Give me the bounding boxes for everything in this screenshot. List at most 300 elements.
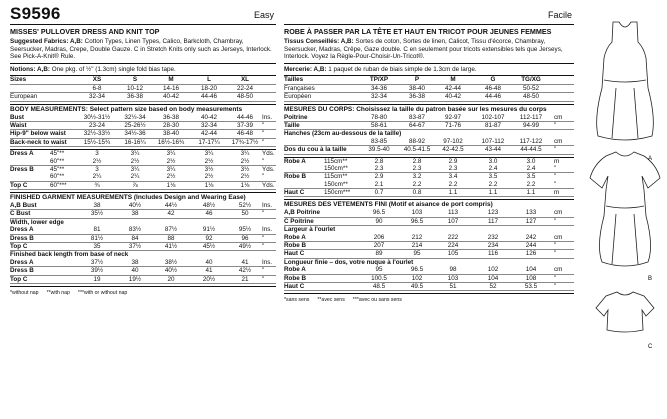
- unit: Yds.: [262, 165, 275, 173]
- yardage-row: [10, 173, 276, 181]
- cell: 97-102: [443, 137, 463, 145]
- cell: 113: [447, 209, 459, 217]
- measurement-row: [284, 218, 574, 226]
- cell: 102: [487, 266, 499, 274]
- fabric-width: 150cm**: [324, 164, 348, 172]
- cell: 39½: [90, 267, 104, 275]
- footnote: **with nap: [46, 289, 70, 296]
- size-row: [10, 93, 276, 101]
- cell: 3¼: [130, 165, 140, 173]
- cell: 91½: [202, 226, 216, 234]
- cell: 2.2: [448, 180, 458, 188]
- english-header: [10, 4, 276, 25]
- dress-b-illustration: [590, 152, 660, 266]
- unit: ": [262, 130, 265, 138]
- cell: 81-87: [484, 121, 502, 129]
- measurement-row: [284, 146, 574, 154]
- size-head: XL: [240, 76, 250, 84]
- notions: [10, 66, 276, 74]
- measurement-row: [284, 283, 574, 291]
- unit: Ins.: [262, 258, 273, 266]
- cell: 2½: [92, 157, 102, 165]
- cell: 15½-15¾: [83, 138, 111, 146]
- cell: 83-85: [370, 137, 388, 145]
- unit: m: [554, 189, 560, 197]
- cell: 95: [375, 266, 383, 274]
- cell: 104: [487, 274, 499, 282]
- unit: ": [262, 267, 265, 275]
- cell: 212: [411, 233, 423, 241]
- cell: 2.8: [412, 157, 422, 165]
- cell: 89: [375, 250, 383, 258]
- row-label: Bust: [10, 113, 24, 121]
- finished-title: MESURES DES VÊTEMENTS FINI (Motif et aisance de port compris): [284, 201, 493, 209]
- size-head: P: [414, 76, 420, 84]
- fabric-width: 150cm***: [324, 189, 351, 197]
- row-label: Top C: [10, 243, 28, 251]
- cell: 126: [525, 250, 537, 258]
- unit: ": [554, 146, 557, 154]
- row-label: Top C: [10, 275, 28, 283]
- cell: 42-44: [444, 84, 462, 92]
- cell: 2.4: [488, 164, 498, 172]
- cell: 40: [205, 258, 213, 266]
- footnotes: [284, 297, 574, 303]
- yardage-row: [284, 165, 574, 173]
- cell: 10-12: [126, 84, 144, 92]
- unit: ": [262, 210, 265, 218]
- cell: 17¾-17½: [231, 138, 259, 146]
- measurement-row: [10, 267, 276, 275]
- size-head: TG/XG: [521, 76, 541, 84]
- cell: 44-46: [484, 93, 502, 101]
- fabric-width: 60"**: [50, 157, 65, 165]
- unit: ": [262, 243, 265, 251]
- cell: 37½: [90, 258, 104, 266]
- cell: 3¼: [240, 150, 250, 158]
- row-label: C Poitrine: [284, 217, 314, 225]
- unit: Ins.: [262, 202, 273, 210]
- difficulty-level: Easy: [253, 10, 274, 20]
- row-label: Robe B: [284, 242, 307, 250]
- size-head: M: [168, 76, 174, 84]
- yardage-row: [284, 173, 574, 180]
- cell: 3.4: [448, 173, 458, 181]
- cell: 14-16: [162, 84, 180, 92]
- cell: 3.2: [412, 173, 422, 181]
- measurement-row: [10, 259, 276, 267]
- hip-title-row: [284, 130, 574, 137]
- row-label: A,B Bust: [10, 202, 37, 210]
- cell: 207: [373, 242, 385, 250]
- fabric-width: 115cm**: [324, 157, 348, 165]
- yardage-row: [10, 166, 276, 173]
- cell: 117: [487, 217, 499, 225]
- view-label: Haut C: [284, 189, 305, 197]
- notions-text-fr: 1 paquet de ruban de biais simple de 1.3cm de large.: [328, 65, 477, 73]
- body-measurements-title: MESURES DU CORPS: Choisissez la taille du patron basée sur les mesures du corps: [284, 105, 547, 113]
- sizes-label: Tailles: [284, 76, 304, 84]
- cell: 32-34: [370, 93, 388, 101]
- footnote: **avec sens: [317, 297, 345, 304]
- cell: 38: [131, 210, 139, 218]
- size-row: [10, 85, 276, 93]
- cell: 43-44: [484, 146, 502, 154]
- cell: 2.9: [374, 173, 384, 181]
- cell: 3¼: [166, 165, 176, 173]
- cell: 2¼: [130, 173, 140, 181]
- cell: 84: [131, 234, 139, 242]
- view-label: Dress A: [10, 150, 34, 158]
- cell: 58-61: [370, 121, 388, 129]
- cell: 107: [447, 217, 459, 225]
- cell: 103: [447, 274, 459, 282]
- length-title: Longueur finie – dos, votre nuque à l'ourlet: [284, 258, 414, 266]
- cell: 32-34: [88, 93, 106, 101]
- measurement-row: [10, 139, 276, 147]
- unit: ": [262, 157, 265, 165]
- unit: ": [554, 121, 557, 129]
- cell: 98: [449, 266, 457, 274]
- unit: Ins.: [262, 226, 273, 234]
- cell: 38-40: [408, 84, 426, 92]
- fabrics-text-fr: Sortes de coton, Sortes de linen, Calicot, Tissu d'écorce, Chambray, Seersucker, Madras, Crêpe, Gaze double. C en seulement pour tricots extensibles tels que Jerseys, Interlock. Voyez la Règle-Pour-Choisir-Un-Tricot®.: [284, 38, 563, 61]
- row-label: Robe A: [284, 266, 306, 274]
- cell: 78-80: [370, 113, 388, 121]
- cell: 19½: [128, 275, 142, 283]
- sizes-label: Sizes: [10, 76, 27, 84]
- row-label: Dos du cou à la taille: [284, 146, 347, 154]
- unit: ": [262, 138, 265, 146]
- hip-title: Hanches (23cm au-dessous de la taille): [284, 130, 402, 138]
- fabric-width: 115cm**: [324, 173, 348, 181]
- unit: cm: [554, 209, 563, 217]
- measurement-row: [10, 226, 276, 234]
- cell: 40: [131, 267, 139, 275]
- cell: 92: [205, 234, 213, 242]
- row-label: Hip-9" below waist: [10, 130, 66, 138]
- cell: 116: [487, 250, 499, 258]
- french-table: [284, 76, 574, 303]
- cell: 40½: [164, 267, 178, 275]
- notions-label-fr: Mercerie: A,B:: [284, 65, 327, 73]
- cell: 23-24: [88, 121, 106, 129]
- cell: 50: [241, 210, 249, 218]
- cell: 3.0: [488, 157, 498, 165]
- cell: ¾: [94, 181, 100, 189]
- cell: 2.3: [412, 164, 422, 172]
- french-header: [284, 4, 574, 25]
- cell: 41½: [164, 243, 178, 251]
- row-label: Dress A: [10, 258, 34, 266]
- cell: 38: [131, 258, 139, 266]
- length-title-row: [284, 259, 574, 266]
- cell: 42-42.5: [442, 146, 464, 154]
- unit: ": [554, 180, 557, 188]
- cell: 2.4: [526, 164, 536, 172]
- cell: 3½: [240, 165, 250, 173]
- cell: 21: [241, 275, 249, 283]
- cell: 35½: [90, 210, 104, 218]
- cell: 224: [447, 242, 459, 250]
- row-label: Européen: [284, 93, 312, 101]
- cell: 42½: [238, 267, 252, 275]
- cell: 3.0: [526, 157, 536, 165]
- english-column: [10, 4, 276, 296]
- cell: 2.8: [374, 157, 384, 165]
- cell: 25-26½: [124, 121, 146, 129]
- view-label: Top C: [10, 181, 28, 189]
- french-column: [284, 4, 574, 303]
- cell: 64-67: [408, 121, 426, 129]
- cell: 71-76: [444, 121, 462, 129]
- cell: 32-34: [200, 121, 218, 129]
- label-a: A: [648, 156, 653, 162]
- cell: 49.5: [410, 282, 424, 290]
- suggested-fabrics-fr: [284, 38, 574, 61]
- cell: 0.7: [374, 189, 384, 197]
- unit: ": [554, 217, 557, 225]
- cell: 81: [93, 226, 101, 234]
- cell: 44½: [164, 202, 178, 210]
- cell: 37½: [128, 243, 142, 251]
- width-title-row: [284, 226, 574, 233]
- cell: 39.5-40: [368, 146, 390, 154]
- label-c: C: [648, 344, 653, 350]
- cell: 90: [375, 217, 383, 225]
- cell: 94-99: [522, 121, 540, 129]
- pattern-title-fr: ROBE À PASSER PAR LA TÊTE ET HAUT EN TRICOT POUR JEUNES FEMMES: [284, 27, 552, 36]
- measurement-row: [284, 275, 574, 283]
- view-label: Robe B: [284, 173, 307, 181]
- unit: cm: [554, 137, 563, 145]
- row-label: Taille: [284, 121, 300, 129]
- cell: 40.5-41.5: [403, 146, 431, 154]
- row-label: Robe B: [284, 274, 307, 282]
- cell: 36-38: [162, 113, 180, 121]
- cell: 17-17¼: [198, 138, 220, 146]
- cell: 133: [525, 209, 537, 217]
- size-head: S: [132, 76, 138, 84]
- cell: 2.3: [374, 164, 384, 172]
- measurement-row: [284, 114, 574, 122]
- length-title: Finished back length from base of neck: [10, 251, 129, 259]
- cell: 40-42: [444, 93, 462, 101]
- cell: 20: [167, 275, 175, 283]
- footnote: *without nap: [10, 289, 39, 296]
- cell: 102-107: [481, 113, 505, 121]
- cell: 102: [411, 274, 423, 282]
- cell: 40-42: [162, 93, 180, 101]
- suggested-fabrics: [10, 38, 276, 61]
- measurement-row: [10, 202, 276, 210]
- measurement-row: [10, 243, 276, 251]
- fabrics-text: Cotton Types, Linen Types, Calico, Barkcloth, Chambray, Seersucker, Madras, Crepe, Double Gauze. C in Stretch Knits only such as Jerseys, Interlock. See Pick-A-Knit® Rule.: [10, 38, 272, 61]
- cell: 50-52: [522, 84, 540, 92]
- row-label: Back-neck to waist: [10, 138, 67, 146]
- row-label: Dress B: [10, 267, 34, 275]
- pattern-code: S9596: [10, 4, 61, 23]
- row-label: A,B Poitrine: [284, 209, 321, 217]
- cell: 18-20: [200, 84, 218, 92]
- footnote: ***avec ou sans sens: [352, 297, 402, 304]
- cell: 40½: [128, 202, 142, 210]
- view-label: Dress B: [10, 165, 34, 173]
- cell: 3: [95, 150, 99, 158]
- cell: 3.5: [488, 173, 498, 181]
- cell: 83-87: [408, 113, 426, 121]
- unit: ": [554, 242, 557, 250]
- measurement-row: [284, 234, 574, 242]
- cell: 38-40: [162, 130, 180, 138]
- cell: 53.5: [524, 282, 538, 290]
- cell: 214: [411, 242, 423, 250]
- cell: 108: [525, 274, 537, 282]
- cell: 81½: [90, 234, 104, 242]
- cell: 107-112: [481, 137, 505, 145]
- cell: 2½: [240, 157, 250, 165]
- cell: 242: [525, 233, 537, 241]
- cell: 48.5: [372, 282, 386, 290]
- yardage-row: [284, 181, 574, 189]
- cell: 2½: [204, 157, 214, 165]
- cell: 92-97: [444, 113, 462, 121]
- unit: ": [554, 250, 557, 258]
- cell: 32½-34: [124, 113, 146, 121]
- length-title-row: [10, 251, 276, 258]
- cell: 1⅛: [166, 181, 176, 189]
- unit: m: [554, 157, 560, 165]
- cell: 30½-31½: [83, 113, 111, 121]
- cell: 117-122: [519, 137, 543, 145]
- unit: cm: [554, 233, 563, 241]
- cell: 1.1: [526, 189, 536, 197]
- footnote: *sans sens: [284, 297, 310, 304]
- cell: 96.5: [410, 217, 424, 225]
- cell: ⅞: [132, 181, 138, 189]
- cell: 32½-33½: [83, 130, 111, 138]
- cell: 222: [447, 233, 459, 241]
- cell: 2.3: [448, 164, 458, 172]
- notions-label: Notions: A,B:: [10, 65, 50, 73]
- row-label: Dress A: [10, 226, 34, 234]
- fabric-width: 45"**: [50, 150, 65, 158]
- cell: 234: [487, 242, 499, 250]
- cell: 34½-36: [124, 130, 146, 138]
- cell: 244: [525, 242, 537, 250]
- pattern-title: MISSES' PULLOVER DRESS AND KNIT TOP: [10, 27, 160, 36]
- unit: ": [554, 173, 557, 181]
- cell: 95: [413, 250, 421, 258]
- measurement-row: [284, 266, 574, 274]
- cell: 36-38: [408, 93, 426, 101]
- finished-title: FINISHED GARMENT MEASUREMENTS (Includes Design and Wearing Ease): [10, 194, 246, 202]
- cell: 88: [167, 234, 175, 242]
- fabrics-label-fr: Tissus Conseillés: A,B:: [284, 38, 354, 45]
- cell: 28-30: [162, 121, 180, 129]
- cell: 2½: [204, 173, 214, 181]
- cell: 3: [95, 165, 99, 173]
- size-head: M: [450, 76, 456, 84]
- cell: 2½: [166, 173, 176, 181]
- cell: 3.5: [526, 173, 536, 181]
- cell: 2½: [130, 157, 140, 165]
- measurement-row: [284, 138, 574, 146]
- unit: ": [554, 164, 557, 172]
- yardage-row: [284, 158, 574, 165]
- size-head: L: [207, 76, 211, 84]
- unit: Ins.: [262, 113, 273, 121]
- unit: ": [554, 282, 557, 290]
- width-title: Largeur à l'ourlet: [284, 226, 336, 234]
- row-label: C Bust: [10, 210, 31, 218]
- cell: 3½: [204, 165, 214, 173]
- cell: 3¼: [166, 150, 176, 158]
- cell: 42: [167, 210, 175, 218]
- unit: ": [262, 173, 265, 181]
- cell: 103: [411, 209, 423, 217]
- notions-text: One pkg. of ½" (1.3cm) single fold bias tape.: [51, 65, 176, 73]
- cell: 22-24: [236, 84, 254, 92]
- notions-fr: [284, 66, 574, 74]
- cell: 34-36: [370, 84, 388, 92]
- cell: 16-16¼: [124, 138, 146, 146]
- cell: 87½: [164, 226, 178, 234]
- cell: 48½: [202, 202, 216, 210]
- cell: 44-44.5: [520, 146, 542, 154]
- cell: 42-44: [200, 130, 218, 138]
- unit: Yds.: [262, 181, 275, 189]
- fabrics-label: Suggested Fabrics: A,B:: [10, 38, 83, 45]
- view-label: Robe A: [284, 157, 306, 165]
- yardage-row: [10, 182, 276, 190]
- top-c-illustration: [596, 292, 654, 332]
- cell: 1⅛: [204, 181, 214, 189]
- cell: 48-50: [522, 93, 540, 101]
- cell: 206: [373, 233, 385, 241]
- width-title-row: [10, 219, 276, 226]
- cell: 104: [525, 266, 537, 274]
- measurement-row: [284, 122, 574, 130]
- cell: 2.1: [374, 180, 384, 188]
- cell: 46: [205, 210, 213, 218]
- footnotes: [10, 290, 276, 296]
- row-label: European: [10, 93, 38, 101]
- size-row: [284, 93, 574, 101]
- cell: 51: [449, 282, 457, 290]
- cell: 40-42: [200, 113, 218, 121]
- cell: 38½: [164, 258, 178, 266]
- cell: 1⅛: [240, 181, 250, 189]
- fabric-width: 150cm**: [324, 180, 348, 188]
- cell: 3¼: [204, 150, 214, 158]
- footnote: ***with or without nap: [77, 289, 128, 296]
- body-measurements-title: BODY MEASUREMENTS: Select pattern size based on body measurements: [10, 105, 243, 113]
- width-title: Width, lower edge: [10, 218, 64, 226]
- cell: 123: [487, 209, 499, 217]
- garment-illustrations: [586, 18, 664, 358]
- yardage-row: [10, 150, 276, 157]
- cell: 37-39: [236, 121, 254, 129]
- size-head: TP/XP: [369, 76, 389, 84]
- unit: ": [262, 234, 265, 242]
- cell: 44-46: [200, 93, 218, 101]
- cell: 105: [447, 250, 459, 258]
- fabric-width: 60"***: [50, 181, 67, 189]
- cell: 2½: [166, 157, 176, 165]
- cell: 19: [93, 275, 101, 283]
- cell: 20½: [202, 275, 216, 283]
